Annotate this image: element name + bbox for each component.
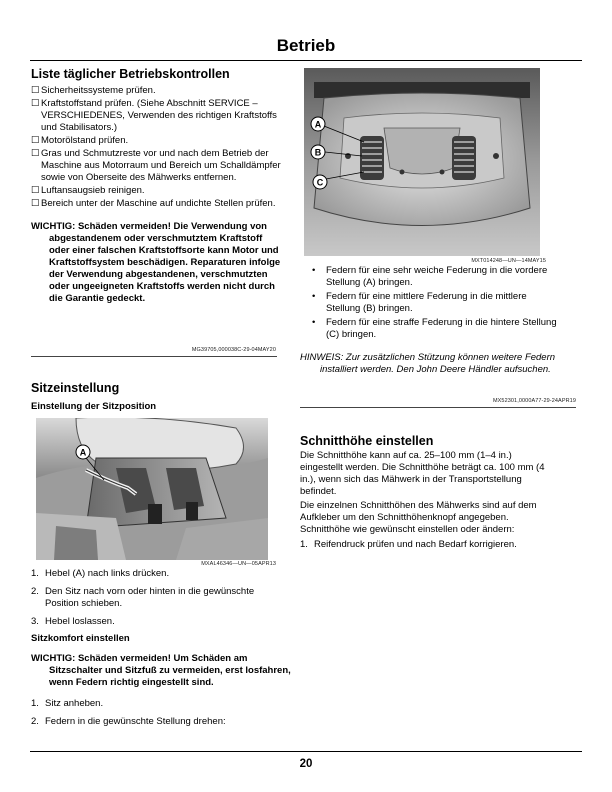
spring-image-ref: MXT014248—UN—14MAY15 [471,258,546,264]
header-rule [30,60,582,61]
callout-c-label: C [316,177,324,188]
cut-height-title: Schnitthöhe einstellen [300,434,434,448]
checklist-item: ☐ Kraftstoffstand prüfen. (Siehe Abschnitt SERVICE – VERSCHIEDENES, Verwenden des richtigen Kraftstoffs und Stabilisators.) [31,98,277,133]
page-title: Betrieb [276,36,336,55]
daily-checks-list [31,85,281,210]
checkbox-icon: ☐ [31,198,40,209]
spring-bullets [300,265,560,343]
list-item: 2. Den Sitz nach vorn oder hinten in die gewünschte Position schieben. [31,586,255,609]
section-divider [31,356,277,357]
checkbox-icon: ☐ [31,148,40,159]
callout-a-label: A [79,447,87,458]
seat-position-subtitle: Einstellung der Sitzposition [31,401,157,412]
list-item: 3. Hebel loslassen. [31,616,115,627]
daily-checks-section [31,67,281,305]
cut-height-steps [300,539,558,557]
callout-a-label: A [314,119,322,130]
list-item: • Federn für eine sehr weiche Federung in die vordere Stellung (A) bringen. [300,265,560,289]
seat-title: Sitzeinstellung [31,381,120,395]
bullet-icon: • [312,265,316,276]
checklist-item: ☐ Motorölstand prüfen. [31,135,129,146]
checkbox-icon: ☐ [31,135,40,146]
cut-height-paragraph-1: Die Schnitthöhe kann auf ca. 25–100 mm (1–4 in.) eingestellt werden. Die Schnitthöhe beträgt ca. 100 mm (4 in.), wenn sich das Mähwerk in der Transportstellung befindet. [300,450,545,497]
list-item: • Federn für eine straffe Federung in die hintere Stellung (C) bringen. [300,317,560,341]
daily-ref: MG39705,000038C-29-04MAY20 [191,347,276,353]
list-item: 2. Federn in die gewünschte Stellung drehen: [31,716,226,727]
seat-comfort-subtitle: Sitzkomfort einstellen [31,633,130,644]
spring-note: HINWEIS: Zur zusätzlichen Stützung können weitere Federn installiert werden. Den John Deere Händler aufsuchen. [300,352,556,375]
seat-image-ref: MXAL46346—UN—05APR13 [201,561,276,567]
list-item: • Federn für eine mittlere Federung in die mittlere Stellung (B) bringen. [300,291,560,315]
seat-spring-illustration [304,68,540,256]
section-divider [300,407,576,408]
seat-comfort-steps [31,698,279,734]
callout-b-label: B [314,147,322,158]
list-item: 1. Reifendruck prüfen und nach Bedarf korrigieren. [300,539,517,550]
checklist-item: ☐ Bereich unter der Maschine auf undichte Stellen prüfen. [31,198,276,209]
checklist-item: ☐ Sicherheitssysteme prüfen. [31,85,156,96]
checklist-item: ☐ Luftansaugsieb reinigen. [31,185,145,196]
seat-warning: WICHTIG: Schäden vermeiden! Um Schäden am Sitzschalter und Sitzfuß zu vermeiden, erst losfahren, wenn Federn richtig eingestellt sind. [31,653,291,688]
footer-rule [30,751,582,752]
list-item: 1. Hebel (A) nach links drücken. [31,568,170,579]
bullet-icon: • [312,317,316,328]
seat-lever-illustration [36,418,268,560]
list-item: 1. Sitz anheben. [31,698,104,709]
seat-steps [31,568,279,634]
fuel-warning: WICHTIG: Schäden vermeiden! Die Verwendung von abgestandenem oder verschmutztem Kraftstoff oder einer falschen Kraftstoffsorte kann Motor und Kraftstoffsystem beschädigen. Reparaturen infolge der Verwendung abgestandenen, verschmutzten oder ungeeigneten Kraftstoffs werden nicht durch die Garantie gedeckt. [31,221,281,304]
cut-height-paragraph-2: Die einzelnen Schnitthöhen des Mähwerks sind auf dem Aufkleber um den Schnitthöhenknopf angegeben. Schnitthöhe wie gewünscht einstellen oder ändern: [300,500,537,535]
checkbox-icon: ☐ [31,98,40,109]
checkbox-icon: ☐ [31,85,40,96]
page-number: 20 [299,758,313,770]
checklist-item: ☐ Gras und Schmutzreste vor und nach dem Betrieb der Maschine aus Motorraum und Bereich um Schalldämpfer sowie von Oberseite des Mähwerks entfernen. [31,148,281,183]
checkbox-icon: ☐ [31,185,40,196]
daily-checks-title: Liste täglicher Betriebskontrollen [31,67,230,81]
bullet-icon: • [312,291,316,302]
spring-ref: MX52301,0000A77-29-24APR19 [492,398,576,404]
